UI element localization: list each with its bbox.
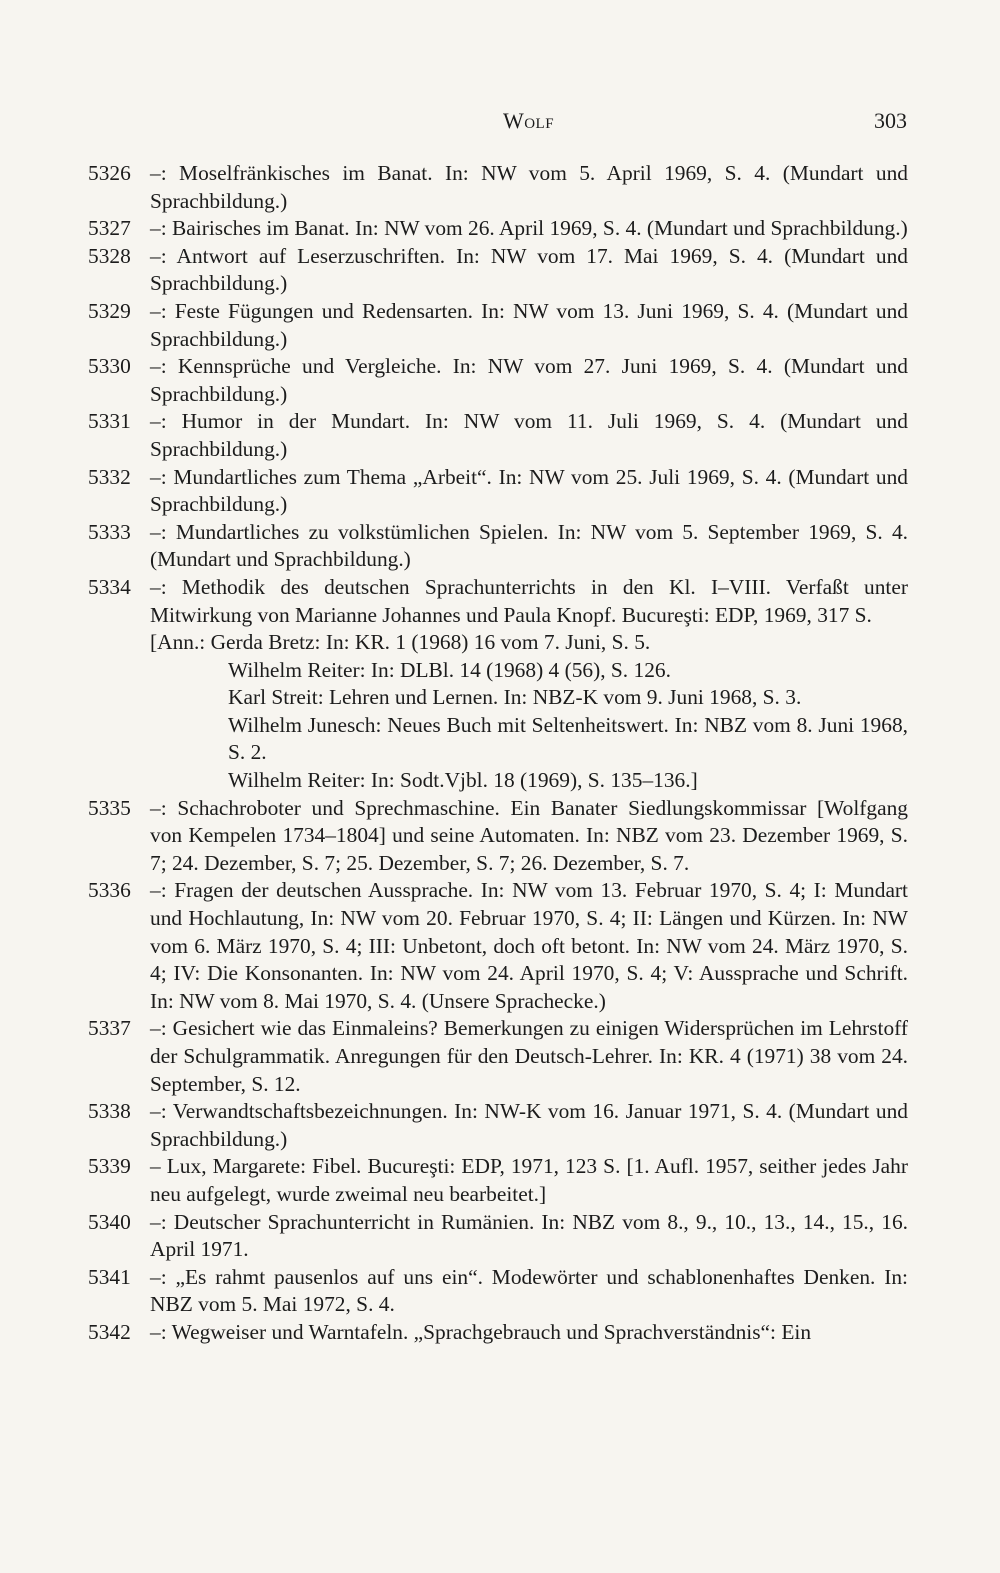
entry-number: 5340: [88, 1209, 131, 1234]
entry-text-block: [150, 464, 908, 519]
entry-number: 5338: [88, 1099, 131, 1124]
entry-text: –: Mundartliches zum Thema „Arbeit“. In: NW vom 25. Juli 1969, S. 4. (Mundart und Sprachbildung.): [150, 464, 908, 517]
entry-text: –: Gesichert wie das Einmaleins? Bemerkungen zu einigen Widersprüchen im Lehrstoff der Schulgrammatik. Anregungen für den Deutsch-Lehrer. In: KR. 4 (1971) 38 vom 24. September, S. 12.: [150, 1016, 908, 1096]
entry-text-block: [150, 160, 908, 215]
entry-text: –: „Es rahmt pausenlos auf uns ein“. Modewörter und schablonenhaftes Denken. In: NBZ vom 5. Mai 1972, S. 4.: [150, 1264, 908, 1317]
entry-text: –: Moselfränkisches im Banat. In: NW vom 5. April 1969, S. 4. (Mundart und Sprachbildung.): [150, 161, 908, 213]
entry-text: –: Verwandtschaftsbezeichnungen. In: NW-K vom 16. Januar 1971, S. 4. (Mundart und Sprachbildung.): [150, 1099, 908, 1151]
annotation-line: Wilhelm Reiter: In: DLBl. 14 (1968) 4 (56), S. 126.: [228, 657, 671, 682]
bibliography-entry: [88, 1015, 908, 1098]
entry-text: –: Fragen der deutschen Aussprache. In: NW vom 13. Februar 1970, S. 4; I: Mundart und Hochlautung, In: NW vom 20. Februar 1970, S. 4; II: Längen und Kürzen. In: NW vom 6. März 1970, S. 4; III: Unbetont, doch oft betont. In: NW vom 24. März 1970, S. 4; IV: Die Konsonanten. In: NW vom 24. April 1970, S. 4; V: Aussprache und Schrift. In: NW vom 8. Mai 1970, S. 4. (Unsere Sprachecke.): [150, 878, 908, 1013]
annotation-line: Karl Streit: Lehren und Lernen. In: NBZ-K vom 9. Juni 1968, S. 3.: [228, 685, 802, 710]
bibliography-entry: [88, 1319, 908, 1347]
entry-number: 5327: [88, 216, 131, 241]
entry-number: 5337: [88, 1016, 131, 1041]
bibliography-entry: [88, 519, 908, 574]
annotation-line: Wilhelm Reiter: In: Sodt.Vjbl. 18 (1969), S. 135–136.]: [228, 768, 698, 793]
bibliography-entry: [88, 1264, 908, 1319]
entry-text-block: [150, 1209, 908, 1264]
entry-number: 5341: [88, 1264, 131, 1289]
bibliography-entry: [88, 243, 908, 298]
entry-text: –: Methodik des deutschen Sprachunterrichts in den Kl. I–VIII. Verfaßt unter Mitwirkung von Marianne Johannes und Paula Knopf. Bucureşti: EDP, 1969, 317 S.: [150, 574, 908, 627]
entry-number: 5334: [88, 574, 131, 599]
entry-number: 5339: [88, 1154, 131, 1179]
entry-text-block: [150, 215, 908, 243]
bibliography-entry: [88, 215, 908, 243]
entry-number: 5333: [88, 519, 131, 544]
entry-number: 5332: [88, 464, 131, 489]
running-title: Wolf: [502, 108, 555, 133]
entry-text: –: Deutscher Sprachunterricht in Rumänien. In: NBZ vom 8., 9., 10., 13., 14., 15., 16. April 1971.: [150, 1209, 908, 1262]
entry-text-block: [150, 353, 908, 408]
entry-text-block: [150, 519, 908, 574]
bibliography-entry: [88, 795, 908, 878]
bibliography-entry: [88, 298, 908, 353]
entry-text-block: [150, 408, 908, 463]
entry-number: 5335: [88, 795, 131, 820]
entry-text-block: [150, 1015, 908, 1098]
running-head: [150, 108, 907, 138]
entry-text-block: [150, 795, 908, 878]
bibliography-entry: [88, 1153, 908, 1208]
entry-text-block: [150, 1098, 908, 1153]
bibliography-entries: [88, 160, 908, 1347]
entry-text: –: Antwort auf Leserzuschriften. In: NW vom 17. Mai 1969, S. 4. (Mundart und Sprachbildung.): [150, 243, 908, 296]
bibliography-entry: [88, 408, 908, 463]
entry-text-block: [150, 243, 908, 298]
entry-number: 5336: [88, 878, 131, 903]
entry-text: – Lux, Margarete: Fibel. Bucureşti: EDP, 1971, 123 S. [1. Aufl. 1957, seither jedes Jahr neu aufgelegt, wurde zweimal neu bearbeitet.]: [150, 1154, 908, 1206]
page-number: 303: [874, 108, 907, 133]
bibliography-entry: [88, 160, 908, 215]
entry-text: –: Mundartliches zu volkstümlichen Spielen. In: NW vom 5. September 1969, S. 4. (Mundart und Sprachbildung.): [150, 519, 908, 572]
entry-text-block: [150, 1319, 908, 1347]
entry-text: –: Wegweiser und Warntafeln. „Sprachgebrauch und Sprachverständnis“: Ein: [150, 1319, 812, 1344]
entry-text: –: Feste Fügungen und Redensarten. In: NW vom 13. Juni 1969, S. 4. (Mundart und Sprachbildung.): [150, 298, 908, 351]
entry-text: –: Kennsprüche und Vergleiche. In: NW vom 27. Juni 1969, S. 4. (Mundart und Sprachbildung.): [150, 354, 908, 406]
entry-number: 5329: [88, 298, 131, 323]
entry-text: –: Bairisches im Banat. In: NW vom 26. April 1969, S. 4. (Mundart und Sprachbildung.): [150, 216, 908, 241]
entry-text: –: Humor in der Mundart. In: NW vom 11. Juli 1969, S. 4. (Mundart und Sprachbildung.): [150, 409, 908, 461]
bibliography-entry: [88, 574, 908, 795]
bibliography-entry: [88, 1209, 908, 1264]
entry-number: 5330: [88, 354, 131, 379]
bibliography-entry: [88, 1098, 908, 1153]
entry-text-block: [150, 298, 908, 353]
bibliography-entry: [88, 353, 908, 408]
entry-text-block: [150, 877, 908, 1015]
entry-number: 5328: [88, 243, 131, 268]
annotation-line: [Ann.: Gerda Bretz: In: KR. 1 (1968) 16 vom 7. Juni, S. 5.: [150, 630, 651, 655]
entry-text-block: [150, 1264, 908, 1319]
entry-number: 5342: [88, 1319, 131, 1344]
entry-text: –: Schachroboter und Sprechmaschine. Ein Banater Siedlungskommissar [Wolfgang von Kempelen 1734–1804] und seine Automaten. In: NBZ vom 23. Dezember 1969, S. 7; 24. Dezember, S. 7; 25. Dezember, S. 7; 26. Dezember, S. 7.: [150, 795, 908, 875]
entry-text-block: [150, 574, 908, 795]
bibliography-entry: [88, 464, 908, 519]
entry-number: 5326: [88, 161, 131, 185]
entry-number: 5331: [88, 409, 131, 434]
bibliography-entry: [88, 877, 908, 1015]
annotation-line: Wilhelm Junesch: Neues Buch mit Seltenheitswert. In: NBZ vom 8. Juni 1968, S. 2.: [228, 712, 908, 765]
entry-text-block: [150, 1153, 908, 1208]
